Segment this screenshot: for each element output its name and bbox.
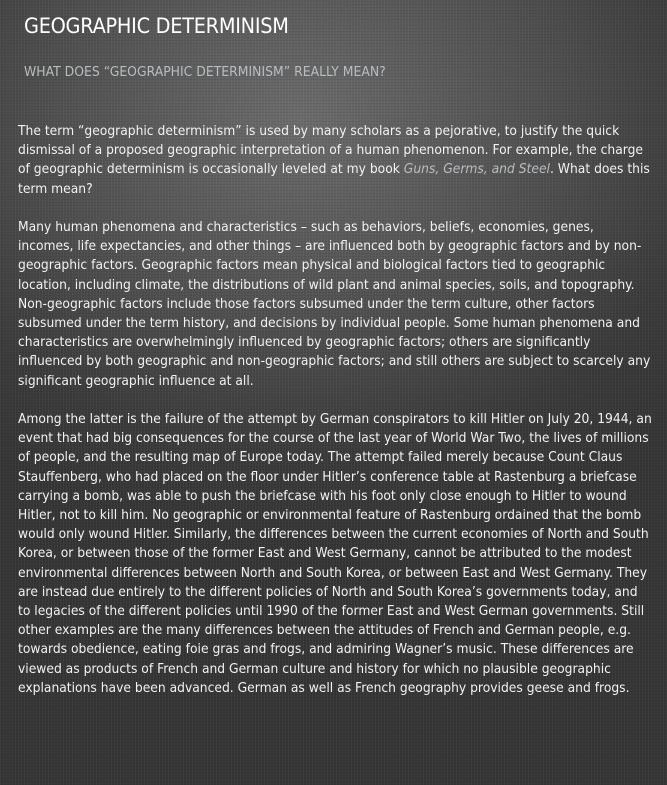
book-title: Guns, Germs, and Steel [403,162,550,178]
paragraph-text: The term “geographic determinism” is used by many scholars as a pejorative, to justify the quick dismissal of a proposed geographic interpretation of a human phenomenon. For example, the charge of geographic determinism is occasionally leveled at my book [18,124,644,178]
section-subtitle: WHAT DOES “GEOGRAPHIC DETERMINISM” REALLY MEAN? [24,64,386,80]
article-body [18,122,653,717]
paragraph-text: . What does this term mean? [18,162,650,197]
page-title: GEOGRAPHIC DETERMINISM [24,14,289,38]
paragraph-intro [18,122,653,199]
paragraph-examples: Among the latter is the failure of the attempt by German conspirators to kill Hitler on July 20, 1944, an event that had big consequences for the course of the last year of World War Two, the lives of millions of people, and the resulting map of Europe today. The attempt failed merely because Count Claus Stauffenberg, who had placed on the floor under Hitler’s conference table at Rastenburg a briefcase carrying a bomb, was able to push the briefcase with his foot only close enough to Hitler to wound Hitler, not to kill him. No geographic or environmental feature of Rastenburg ordained that the bomb would only wound Hitler. Similarly, the differences between the current economies of North and South Korea, or between those of the former East and West Germany, cannot be attributed to the modest environmental differences between North and South Korea, or between East and West Germany. They are instead due entirely to the different policies of North and South Korea’s governments today, and to legacies of the different policies until 1990 of the former East and West German governments. Still other examples are the many differences between the attitudes of French and German people, e.g. towards obedience, eating foie gras and frogs, and admiring Wagner’s music. These differences are viewed as products of French and German culture and history for which no plausible geographic explanations have been advanced. German as well as French geography provides geese and frogs. [18,412,652,696]
paragraph-factors: Many human phenomena and characteristics – such as behaviors, beliefs, economies, genes, incomes, life expectancies, and other things – are influenced both by geographic factors and by non-geographic factors. Geographic factors mean physical and biological factors tied to geographic location, including climate, the distributions of wild plant and animal species, soils, and topography. Non-geographic factors include those factors subsumed under the term culture, other factors subsumed under the term history, and decisions by individual people. Some human phenomena and characteristics are overwhelmingly influenced by geographic factors; others are significantly influenced by both geographic and non-geographic factors; and still others are subject to scarcely any significant geographic influence at all. [18,220,651,389]
